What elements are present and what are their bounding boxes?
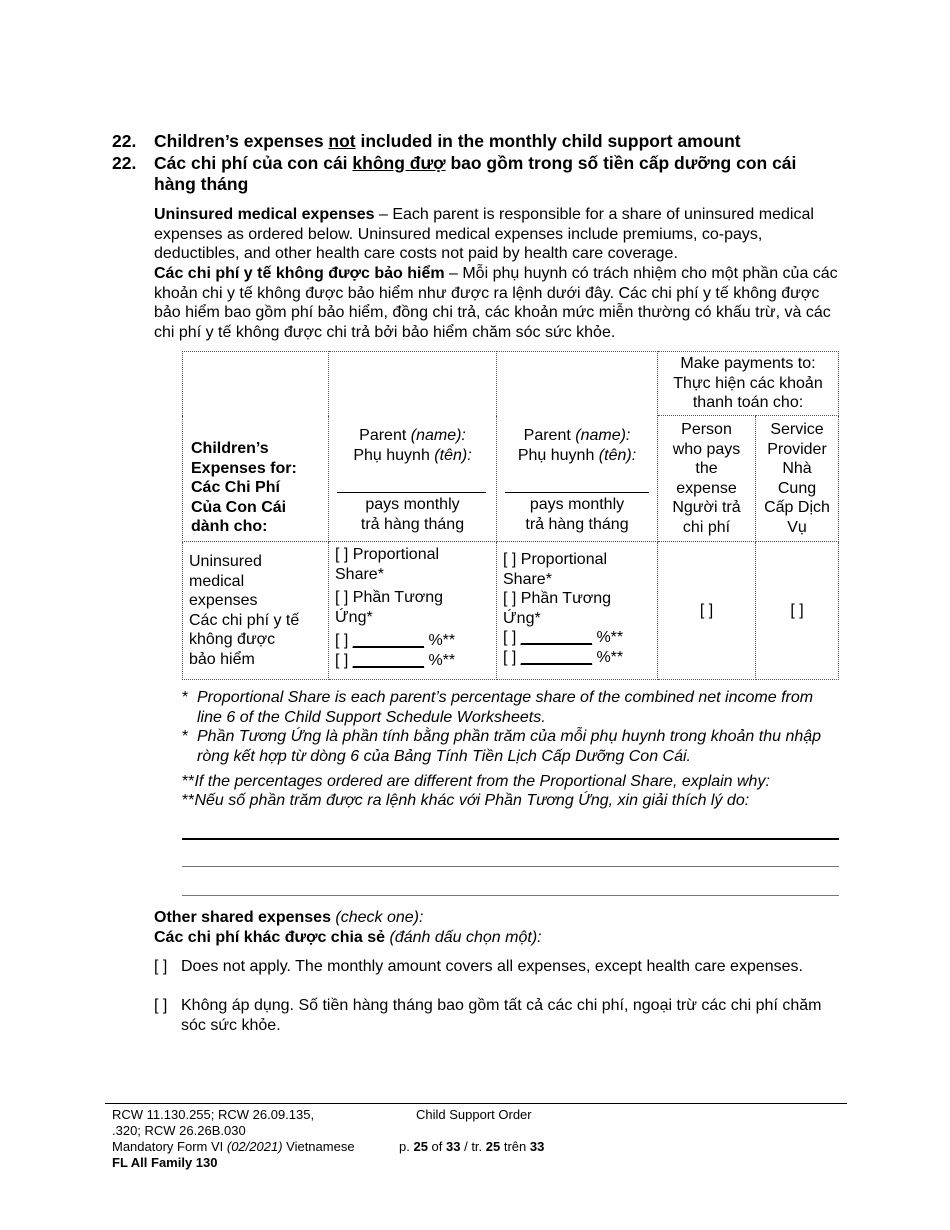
col-header-person-who-pays: Person who pays the expense Người trả chi phí — [658, 416, 756, 542]
section-heading-vi: 22. Các chi phí của con cái không đượ bao gồm trong số tiền cấp dưỡng con cái hàng tháng — [112, 153, 797, 194]
note-proportional-vi: * Phần Tương Ứng là phần tính bằng phần trăm của mỗi phụ huynh trong khoản thu nhập ròng kết hợp từ dòng 6 của Bảng Tính Tiền Lịch Cấp Dưỡng Con Cái. — [182, 728, 822, 765]
parent-2-percent-1[interactable]: [ ] ________ %** — [503, 629, 624, 647]
parent-1-percent-2[interactable]: [ ] ________ %** — [335, 651, 456, 669]
section-number: 22. — [112, 131, 137, 151]
parent-2-percent-2[interactable]: [ ] ________ %** — [503, 648, 624, 666]
does-not-apply-checkbox[interactable]: [ ] — [154, 958, 168, 975]
footer-page-number: p. 25 of 33 / tr. 25 trên 33 — [399, 1139, 545, 1154]
note-explain-en: **If the percentages ordered are different from the Proportional Share, explain why: — [182, 773, 770, 790]
footer-doc-title: Child Support Order — [416, 1107, 532, 1122]
explanation-line-3[interactable] — [182, 895, 839, 896]
other-shared-title-en: Other shared expenses (check one): — [154, 909, 424, 926]
option-does-not-apply-en: [ ] Does not apply. The monthly amount covers all expenses, except health care expenses. — [154, 958, 803, 975]
uninsured-intro-en: Uninsured medical expenses – Each parent is responsible for a share of uninsured medical expenses as ordered below. Uninsured medical expenses include premiums, co-pays, deductibles, and other health care costs not paid by health care coverage. — [154, 206, 814, 263]
parent-2-share-cell — [497, 542, 658, 680]
footer-divider — [105, 1103, 847, 1104]
footer-left: RCW 11.130.255; RCW 26.09.135, .320; RCW 26.26B.030 Mandatory Form VI (02/2021) Vietnamese FL All Family 130 — [112, 1107, 355, 1170]
expenses-table — [182, 351, 839, 680]
col-header-expenses-for: Children’s Expenses for: Các Chi Phí Của Con Cái dành cho: — [183, 352, 329, 542]
section-number-vi: 22. — [112, 153, 137, 173]
khong-ap-dung-checkbox[interactable]: [ ] — [154, 997, 168, 1014]
parent-1-proportional-share-checkbox[interactable]: [ ] Proportional Share* — [335, 546, 440, 583]
col-header-service-provider: Service Provider Nhà Cung Cấp Dịch Vụ — [756, 416, 839, 542]
option-does-not-apply-vi: [ ] Không áp dụng. Số tiền hàng tháng bao gồm tất cả các chi phí, ngoại trừ các chi phí chăm sóc sức khỏe. — [154, 997, 822, 1034]
col-header-parent-2: Parent (name): Phụ huynh (tên): pays monthly trả hàng tháng — [497, 352, 658, 542]
row-label-uninsured: Uninsured medical expenses Các chi phí y tế không được bảo hiểm — [183, 542, 329, 680]
parent-2-proportional-share-checkbox[interactable]: [ ] Proportional Share* — [503, 551, 608, 588]
explanation-line-2[interactable] — [182, 866, 839, 867]
uninsured-intro-vi: Các chi phí y tế không được bảo hiểm – Mỗi phụ huynh có trách nhiệm cho một phần của các khoản chi y tế không được bảo hiểm như được ra lệnh dưới đây. Các chi phí y tế không được bảo hiểm bao gồm phí bảo hiểm, đồng chi trả, các khoản mức miễn thường có khấu trừ, và các chi phí y tế không được chi trả bởi bảo hiểm chăm sóc sức khỏe. — [154, 265, 838, 342]
col-header-parent-1: Parent (name): Phụ huynh (tên): pays monthly trả hàng tháng — [329, 352, 497, 542]
note-explain-vi: **Nếu số phần trăm được ra lệnh khác với Phần Tương Ứng, xin giải thích lý do: — [182, 792, 750, 809]
col-header-make-payments: Make payments to: Thực hiện các khoản thanh toán cho: — [658, 352, 839, 416]
parent-1-phan-tuong-ung-checkbox[interactable]: [ ] Phần Tương Ứng* — [335, 589, 444, 626]
other-shared-title-vi: Các chi phí khác được chia sẻ (đánh dấu chọn một): — [154, 929, 542, 946]
parent-2-name-line[interactable] — [505, 492, 649, 493]
parent-1-name-line[interactable] — [337, 492, 486, 493]
parent-1-share-cell — [329, 542, 497, 680]
parent-1-percent-1[interactable]: [ ] ________ %** — [335, 632, 456, 650]
parent-2-phan-tuong-ung-checkbox[interactable]: [ ] Phần Tương Ứng* — [503, 590, 612, 627]
service-provider-checkbox[interactable]: [ ] — [756, 542, 839, 680]
note-proportional-en: * Proportional Share is each parent’s percentage share of the combined net income from line 6 of the Child Support Schedule Worksheets. — [182, 689, 814, 726]
person-who-pays-checkbox[interactable]: [ ] — [658, 542, 756, 680]
explanation-line-1[interactable] — [182, 838, 839, 840]
table-row — [183, 542, 839, 680]
